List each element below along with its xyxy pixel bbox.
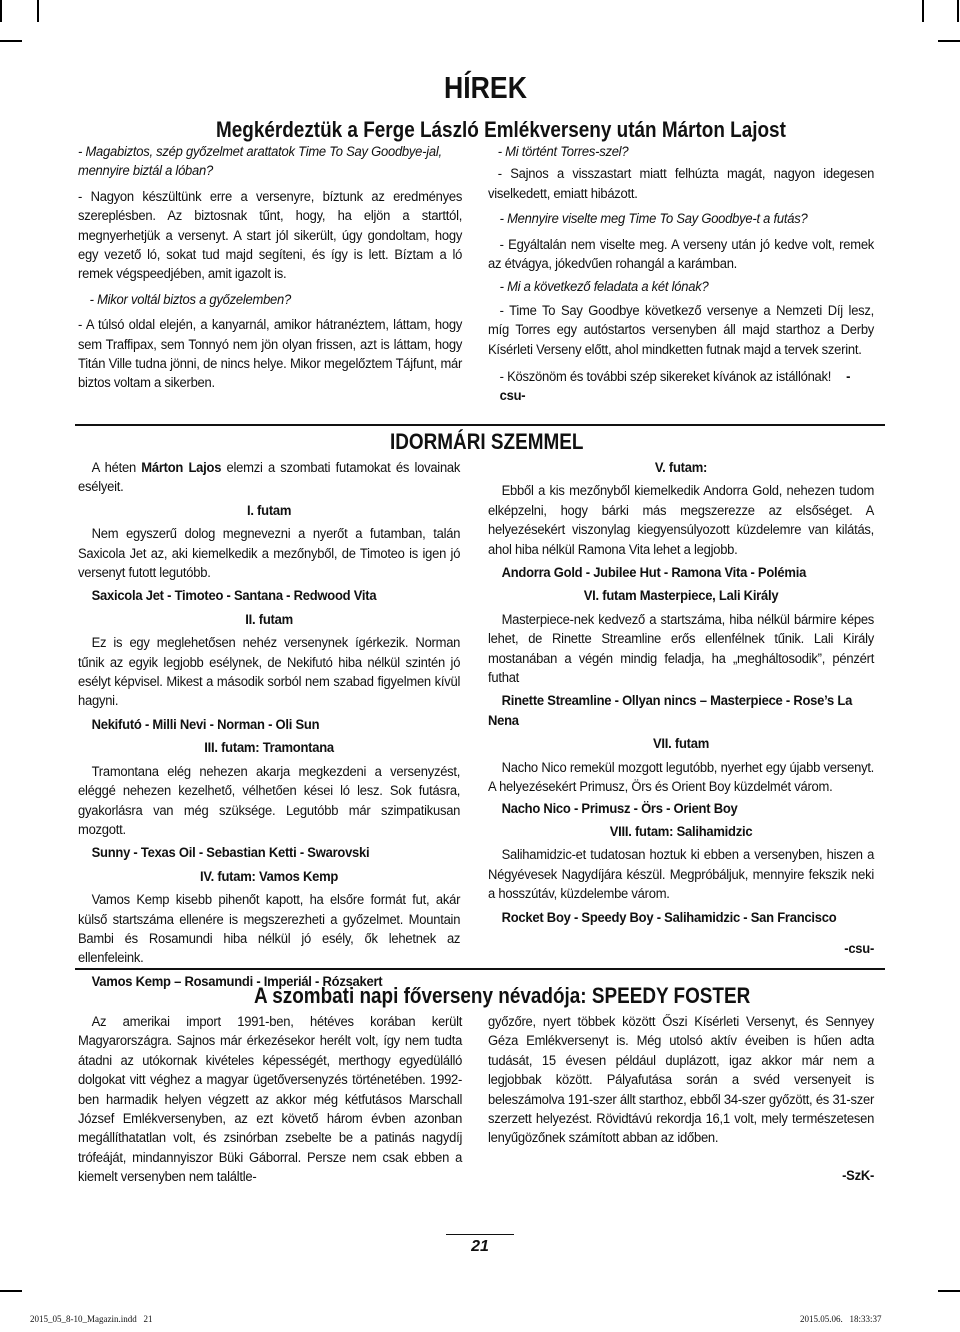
race-text: Vamos Kemp kisebb pihenőt kapott, ha elsőre formát fut, akár külső startszáma ellenére is megszerezheti a győzelmet. Mountain Bambi és Rosamundi hiba nélkül jó esély, ők lehetnek az ellenfeleink. — [78, 892, 461, 966]
page-number-rule — [446, 1234, 514, 1235]
answer: - Egyáltalán nem viselte meg. A verseny után jó kedve volt, remek az étvágya, jókedvűen rohangál a karámban. — [488, 236, 875, 272]
race-heading: VII. futam — [653, 736, 710, 752]
answer: - Sajnos a visszastart miatt felhúzta magát, nagyon idegesen viselkedett, emiatt hibázott. — [488, 166, 875, 201]
race-text: Nem egyszerű dolog megnevezni a nyerőt a futamban, talán Saxicola Jet az, aki kiemelkedik a mezőnyből, de Timoteo is igen jó versenyt futott legutóbb. — [78, 526, 461, 581]
intro-text: elemzi a szombati futamokat és lovainak esélyeit. — [78, 460, 461, 495]
signature: -csu- — [844, 940, 875, 956]
timestamp: 2015.05.06. 18:33:37 — [800, 1314, 882, 1324]
intro — [78, 458, 460, 497]
crop-mark — [938, 40, 960, 42]
idormari-left-column — [78, 458, 460, 991]
section-divider — [75, 424, 885, 426]
crop-mark — [957, 0, 959, 22]
race-text: Masterpiece-nek kedvező a startszáma, hiba nélkül bármire képes lehet, de Rinette Streamline erős ellenfélnek tűnik. Lali Király mostanában a végén mindig feladja, ha „megháltosodik”, pénzért futhat — [488, 611, 875, 686]
crop-mark — [0, 40, 22, 42]
crop-mark — [37, 0, 39, 22]
race-tip: Rocket Boy - Speedy Boy - Salihamidzic - San Francisco — [501, 909, 837, 925]
page-number: 21 — [471, 1238, 489, 1255]
signature: -csu- — [499, 369, 851, 404]
intro-text: A héten — [91, 460, 142, 475]
question: - Mikor voltál biztos a győzelemben? — [89, 291, 291, 307]
race-heading: IV. futam: Vamos Kemp — [200, 868, 339, 884]
race-tip: Saxicola Jet - Timoteo - Santana - Redwood Vita — [91, 588, 377, 604]
race-heading: V. futam: — [654, 460, 708, 475]
speedy-title: A szombati napi főverseny névadója: SPEEDY FOSTER — [254, 983, 751, 1008]
race-heading: II. futam — [245, 611, 293, 627]
race-tip: Andorra Gold - Jubilee Hut - Ramona Vita - Polémia — [501, 565, 807, 581]
closing-line — [488, 367, 874, 406]
race-heading: VIII. futam: Salihamidzic — [609, 823, 753, 839]
file-name: 2015_05_8-10_Magazin.indd 21 — [30, 1314, 153, 1324]
idormari-title: IDORMÁRI SZEMMEL — [390, 429, 584, 454]
answer: - Köszönöm és további szép sikereket kívánok az istállónak! — [499, 369, 832, 385]
interview-right-column — [488, 142, 874, 406]
article-text: Az amerikai import 1991-ben, hétéves korában került Magyarországra. Sajnos már érkezésekor herélt volt, így nem tudta átadni az utókornak kivételes képességét, merthogy egyedülálló dolgokat vitt véghez a magyar ügetőversenyzés történetében. 1992-ben harmadik helyen végzett az akkor még kétfutásos Marschall József Emlékversenyben, az ezt követő három évben azonban megállíthatatlan volt, és zsinórban zsebelte be a patinás nagydíj trófeáját, mindannyiszor Büki Gáborral. Persze nem csak ebben a kiemelt versenyben nem találtle- — [78, 1014, 463, 1185]
speedy-right-column — [488, 1012, 874, 1185]
crop-mark — [938, 1290, 960, 1292]
race-text: Tramontana elég nehezen akarja megkezdeni a versenyzést, eléggé nehezen kezelhető, vélhetően kései ló lesz. Sok futásra, gyakorlásra van még szüksége. Legutóbb már szimpatikusan mozgott. — [78, 763, 461, 837]
answer: - A túlsó oldal elején, a kanyarnál, amikor hátranéztem, láttam, hogy sem Traffipax, sem Tonnyó nem jön olyan frissen, azt is láttam, hogy Titán Ville tudna jönni, de nincs helye. Mikor megelőztem Tájfunt, már biztos voltam a sikerben. — [78, 317, 463, 391]
race-tip: Nacho Nico - Primusz - Örs - Orient Boy — [501, 800, 738, 816]
crop-mark — [922, 0, 924, 22]
answer: - Time To Say Goodbye következő versenye a Nemzeti Díj lesz, míg Torres egy autóstartos versenyben áll majd starthoz a Derby Kísérleti Verseny előtt, ahol mindketten futnak majd a tervek szerint. — [488, 302, 875, 357]
question: - Mi történt Torres-szel? — [497, 144, 629, 159]
question: - Mennyire viselte meg Time To Say Goodbye-t a futás? — [499, 211, 808, 227]
question: - Mi a következő feladata a két lónak? — [499, 279, 709, 295]
race-tip: Nekifutó - Milli Nevi - Norman - Oli Sun — [91, 716, 320, 732]
section-title: HÍREK — [444, 70, 527, 105]
race-text: Ebből a kis mezőnyből kiemelkedik Andorra Gold, nehezen tudom elképzelni, hogy bárki más megszerezze az elsőséget. A helyezésekért viszonylag kiegyensúlyozott küzdelemre van kilátás, ahol hiba nélkül Ramona Vita lehet a legjobb. — [488, 483, 875, 557]
intro-name: Márton Lajos — [141, 460, 222, 475]
section-divider — [75, 968, 885, 970]
crop-mark — [0, 0, 2, 22]
race-text: Nacho Nico remekül mozgott legutóbb, nyerhet egy újabb versenyt. A helyezésekért Primusz, Örs és Orient Boy küzdelmét várom. — [488, 759, 875, 795]
article-text: győzőre, nyert többek között Őszi Kísérleti Versenyt, és Sennyey Géza Emlékversenyt is. Még utolsó aktív éveiben is hűen adta tudását, 15 évesen például duplázott, igaz akkor már nem a legjobbak között. Pályafutása során a svéd versenyeit is beleszámolva 191-szer állt starthoz, ebből 34-szer győzött, és 31-szer szerzett helyezést. Rövidtávú rekordja 16,1 volt, mely természetesen lenyűgözőnek számított abban az időben. — [488, 1014, 875, 1146]
race-heading: VI. futam Masterpiece, Lali Király — [583, 588, 779, 604]
race-tip: Rinette Streamline - Ollyan nincs – Masterpiece - Rose’s La Nena — [488, 693, 853, 728]
race-heading: I. futam — [246, 502, 292, 518]
race-text: Ez is egy meglehetősen nehéz versenynek ígérkezik. Norman tűnik az egyik legjobb esélynek, de Nekifutó hiba nélkül szintén jó esélyt képvisel. Mikest a második sorból nem szabad figyelmen kívül hagyni. — [78, 635, 461, 709]
question: - Magabiztos, szép győzelmet arattatok Time To Say Goodbye-jal, mennyire biztál a lóban? — [78, 144, 442, 179]
race-text: Salihamidzic-et tudatosan hoztuk ki ebben a versenyben, hiszen a Négyévesek Nagydíjára készül. Megpróbáljuk, mennyire fekszik neki a hosszútáv, küzdelembe várom. — [488, 847, 875, 902]
race-tip: Vamos Kemp – Rosamundi - Imperiál - Rózsakert — [91, 973, 383, 989]
crop-mark — [0, 1290, 22, 1292]
speedy-left-column — [78, 1012, 462, 1187]
signature: -SzK- — [842, 1167, 875, 1183]
idormari-right-column — [488, 458, 874, 958]
interview-left-column — [78, 142, 462, 393]
interview-title: Megkérdeztük a Ferge László Emlékverseny után Márton Lajost — [216, 117, 786, 142]
answer: - Nagyon készültünk erre a versenyre, bíztunk az eredményes szereplésben. Az biztosnak tűnt, hogy, ha eljön a starttól, megnyerhetjük a versenyt. A start jól sikerült, úgy gondoltam, hogy egy vezető ló, sokat tud majd segíteni, és így is lett. Bíztam a ló remek végspeedjében, amit igazolt is. — [78, 188, 463, 282]
race-tip: Sunny - Texas Oil - Sebastian Ketti - Swarovski — [91, 845, 370, 861]
race-heading: III. futam: Tramontana — [204, 740, 334, 756]
